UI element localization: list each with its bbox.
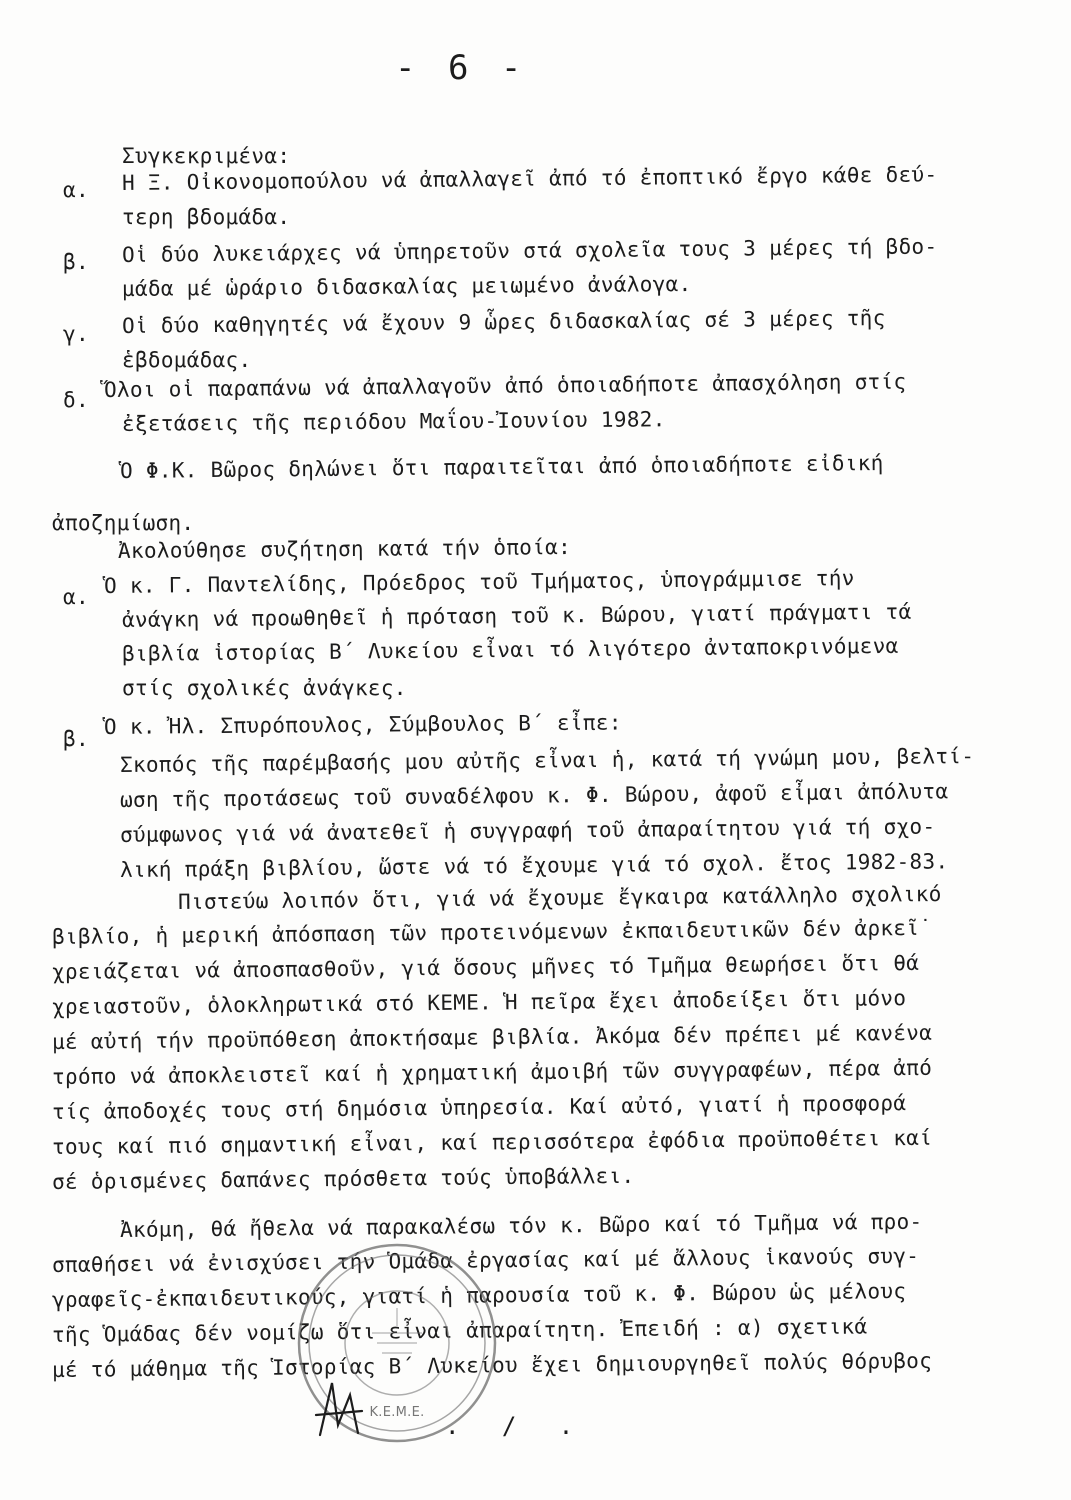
- speech-line-1: Σκοπός τῆς παρέμβασής μου αὐτῆς εἶναι ἡ, κατά τή γνώμη μου, βελτί-: [119, 744, 975, 777]
- speech-line-15: σπαθήσει νά ἐνισχύσει τήν Ὁμάδα ἐργασίας καί μέ ἄλλους ἱκανούς συγ-: [51, 1243, 920, 1277]
- continuation-marks: . / .: [445, 1412, 588, 1440]
- item1-a-line1: Η Ξ. Οἰκονομοπούλου νά ἀπαλλαγεῖ ἀπό τό ἐποπτικό ἔργο κάθε δεύ-: [121, 162, 938, 195]
- speech-line-5: Πιστεύω λοιπόν ὅτι, γιά νά ἔχουμε ἔγκαιρα κατάλληλο σχολικό: [177, 882, 942, 914]
- speech-line-16: γραφεῖς-ἐκπαιδευτικούς, γιατί ἡ παρουσία τοῦ κ. Φ. Βώρου ὡς μέλους: [51, 1279, 907, 1312]
- speech-line-18: μέ τό μάθημα τῆς Ἱστορίας Β΄ Λυκείου ἔχει δημιουργηθεῖ πολύς θόρυβος: [51, 1348, 933, 1382]
- item2-b-label: β.: [63, 727, 89, 751]
- speech-line-11: τίς ἀποδοχές τους στή δημόσια ὑπηρεσία. Καί αὐτό, γιατί ἡ προσφορά: [51, 1091, 907, 1124]
- discussion-line: Ἀκολούθησε συζήτηση κατά τήν ὁποία:: [117, 535, 572, 563]
- item1-b-line2: μάδα μέ ὡράριο διδασκαλίας μειωμένο ἀνάλογα.: [121, 272, 692, 301]
- speech-line-13: σέ ὁρισμένες δαπάνες πρόσθετα τούς ὑποβάλλει.: [51, 1163, 635, 1194]
- speech-line-14: Ἀκόμη, θά ἤθελα νά παρακαλέσω τόν κ. Βῶρο καί τό Τμῆμα νά προ-: [119, 1209, 923, 1242]
- speech-line-2: ωση τῆς προτάσεως τοῦ συναδέλφου κ. Φ. Βώρου, ἀφοῦ εἶμαι ἀπόλυτα: [119, 779, 949, 812]
- item1-d-label: δ.: [63, 388, 89, 412]
- page-number: - 6 -: [395, 48, 528, 88]
- vorros-line2: ἀποζημίωση.: [52, 511, 195, 535]
- signature: [310, 1375, 370, 1445]
- intro-line: Συγκεκριμένα:: [122, 144, 291, 168]
- speech-line-7: χρειάζεται νά ἀποσπασθοῦν, γιά ὅσους μῆνες τό Τμῆμα θεωρήσει ὅτι θά: [51, 950, 920, 984]
- signature-graphic: [310, 1375, 370, 1445]
- item1-c-label: γ.: [63, 322, 89, 346]
- speech-line-12: τους καί πιό σημαντική εἶναι, καί περισσότερα ἐφόδια προϋποθέτει καί: [51, 1125, 933, 1159]
- speech-line-6: βιβλίο, ἡ μερική ἀπόσπαση τῶν προτεινόμενων ἐκπαιδευτικῶν δέν ἀρκεῖ˙: [51, 915, 933, 949]
- item2-a-line4: στίς σχολικές ἀνάγκες.: [122, 676, 407, 700]
- item2-a-line2: ἀνάγκη νά προωθηθεῖ ἡ πρόταση τοῦ κ. Βώρου, γιατί πράγματι τά: [121, 599, 912, 632]
- item1-c-line1: Οἱ δύο καθηγητές νά ἔχουν 9 ὧρες διδασκαλίας σέ 3 μέρες τῆς: [121, 306, 886, 338]
- item2-b-line1: Ὁ κ. Ἠλ. Σπυρόπουλος, Σύμβουλος Β΄ εἶπε:: [103, 710, 622, 739]
- item1-c-line2: ἑβδομάδας.: [122, 348, 252, 372]
- item2-a-label: α.: [63, 585, 89, 609]
- item2-a-line1: Ὁ κ. Γ. Παντελίδης, Πρόεδρος τοῦ Τμήματος, ὑπογράμμισε τήν: [103, 566, 855, 598]
- item1-a-line2: τερη βδομάδα.: [122, 205, 291, 229]
- vorros-line1: Ὁ Φ.Κ. Βῶρος δηλώνει ὅτι παραιτεῖται ἀπό ὁποιαδήποτε εἰδική: [119, 451, 884, 483]
- speech-line-17: τῆς Ὁμάδας δέν νομίζω ὅτι εἶναι ἀπαραίτητη. Ἐπειδή : α) σχετικά: [51, 1314, 868, 1347]
- stamp-text: Κ.Ε.Μ.Ε.: [369, 1405, 425, 1420]
- item1-a-label: α.: [63, 178, 89, 202]
- item1-b-line1: Οἱ δύο λυκειάρχες νά ὑπηρετοῦν στά σχολεῖα τους 3 μέρες τή βδο-: [121, 234, 938, 267]
- speech-line-4: λική πράξη βιβλίου, ὥστε νά τό ἔχουμε γιά τό σχολ. ἔτος 1982-83.: [119, 849, 949, 882]
- speech-line-9: μέ αὐτή τήν προϋπόθεση ἀποκτήσαμε βιβλία. Ἀκόμα δέν πρέπει μέ κανένα: [51, 1020, 933, 1054]
- speech-line-3: σύμφωνος γιά νά ἀνατεθεῖ ἡ συγγραφή τοῦ ἀπαραίτητου γιά τή σχο-: [119, 814, 936, 847]
- item1-d-line2: ἐξετάσεις τῆς περιόδου Μαΐου-Ἰουνίου 1982.: [121, 407, 666, 436]
- item1-d-line1: Ὅλοι οἱ παραπάνω νά ἀπαλλαγοῦν ἀπό ὁποιαδήποτε ἀπασχόληση στίς: [103, 369, 907, 402]
- item1-b-label: β.: [63, 250, 89, 274]
- speech-line-10: τρόπο νά ἀποκλειστεῖ καί ἡ χρηματική ἀμοιβή τῶν συγγραφέων, πέρα ἀπό: [51, 1055, 933, 1089]
- speech-line-8: χρειαστοῦν, ὁλοκληρωτικά στό ΚΕΜΕ. Ἡ πεῖρα ἔχει ἀποδείξει ὅτι μόνο: [51, 986, 907, 1019]
- item2-a-line3: βιβλία ἱστορίας Β΄ Λυκείου εἶναι τό λιγότερο ἀνταποκρινόμενα: [121, 633, 899, 666]
